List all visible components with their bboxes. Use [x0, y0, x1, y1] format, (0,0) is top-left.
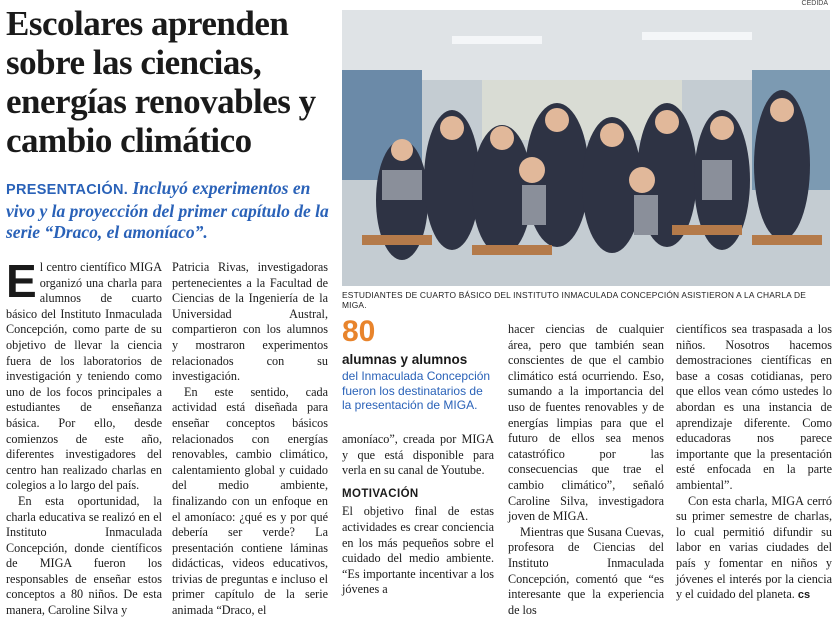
paragraph: amoníaco”, creada por MIGA y que está disponible para verla en su canal de Youtube.	[342, 432, 494, 478]
subhead: MOTIVACIÓN	[342, 487, 419, 500]
paragraph: Patricia Rivas, investigadoras pertenecientes a la Facultad de Ciencias de la Ingeniería de la Universidad Austral, compartieron con los alumnos y mostraron experimentos relacionados con su investigación.	[172, 260, 328, 384]
article-column-4	[508, 322, 664, 618]
paragraph: Mientras que Susana Cuevas, profesora de Ciencias del Instituto Inmaculada Concepción, comentó que “es interesante que la experiencia de los	[508, 524, 664, 617]
photo-credit: CEDIDA	[801, 0, 828, 7]
article-column-2	[172, 260, 328, 619]
paragraph: El centro científico MIGA organizó una charla para alumnos de cuarto básico del Instituto Inmaculada Concepción, como parte de su objetivo de llevar la ciencia fuera de los laboratorios de investigación y teniendo como uno de los focos principales a estudiantes de enseñanza básica. Por ello, desde comienzos de este año, diferentes investigadores del centro han realizado charlas en colegios a lo largo del país.	[6, 255, 162, 493]
stat-label: alumnas y alumnos	[342, 352, 468, 367]
paragraph: Con esta charla, MIGA cerró su primer semestre de charlas, lo cual permitió difundir su labor en varias ciudades del país y fomentar en niños y jóvenes el interés por la ciencia y el cuidado del planeta. cs	[676, 493, 832, 602]
headline: Escolares aprenden sobre las ciencias, energías renovables y cambio climático	[6, 4, 316, 160]
photo-caption: ESTUDIANTES DE CUARTO BÁSICO DEL INSTITUTO INMACULADA CONCEPCIÓN ASISTIERON A LA CHARLA DE MIGA.	[342, 290, 806, 310]
paragraph: En este sentido, cada actividad está diseñada para enseñar conceptos básicos relacionados con energías renovables, cambio climático, calentamiento global y cuidado del medio ambiente, finalizando con un enfoque en el amoníaco: ¿qué es y por qué debería ser verde? La presentación contiene láminas didácticas, videos educativos, trivias de preguntas e incluso el primer capítulo de la serie animada “Draco, el	[172, 384, 328, 618]
lead	[6, 178, 336, 243]
stat-text: del Inmaculada Concepción fueron los destinatarios de la presentación de MIGA.	[342, 369, 491, 413]
paragraph: científicos sea traspasada a los niños. Nosotros hacemos demostraciones científicas en base a cosas cotidianas, pero que ellos vean cómo ustedes lo abordan es una instancia de aprendizaje diferente. Como educadoras nos parece importante que la presentación esté enfocada en la parte ambiental”.	[676, 322, 832, 492]
lead-deck: Incluyó experimentos en vivo y la proyección del primer capítulo de la serie “Draco, el amoníaco”.	[6, 178, 329, 242]
stat-number: 80	[342, 315, 376, 348]
dropcap: E	[6, 255, 37, 307]
paragraph: El objetivo final de estas actividades es crear conciencia en los más pequeños sobre el cuidado del medio ambiente. “Es importante incentivar a los jóvenes a	[342, 504, 494, 597]
end-mark: cs	[797, 589, 811, 602]
lead-kicker: PRESENTACIÓN.	[6, 182, 129, 198]
article-column-1	[6, 255, 162, 619]
article-column-3	[342, 432, 494, 598]
paragraph: En esta oportunidad, la charla educativa se realizó en el Instituto Inmaculada Concepción, donde científicos de MIGA fueron los responsables de enseñar estos conceptos a 80 niños. De esta manera, Caroline Silva y	[6, 493, 162, 618]
article-column-5	[676, 322, 832, 604]
classroom-illustration	[342, 10, 830, 286]
classroom-photo	[342, 10, 830, 286]
paragraph: hacer ciencias de cualquier área, pero que también sean conscientes de que el cambio climático está ocurriendo. Eso, sumando a la importancia del uso de fuentes renovables y de energías limpias para que el futuro de ellos sea menos catastrófico por las consecuencias que trae el cambio climático”, señaló Caroline Silva, investigadora joven de MIGA.	[508, 322, 664, 524]
